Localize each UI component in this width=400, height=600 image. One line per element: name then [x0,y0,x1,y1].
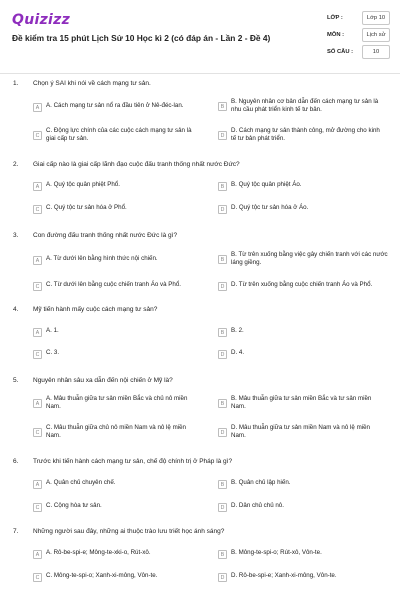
question-text: Con đường đấu tranh thống nhất nước Đức là gì? [33,232,178,239]
option-a[interactable] [33,255,196,265]
option-text: D. Mâu thuẫn giữa tư sản miền Nam và nô lệ miền Nam. [231,424,370,439]
question-number: 1. [13,80,19,87]
option-text: D. Rô-be-spi-e; Xanh-xi-mông, Vôn-te. [231,572,337,579]
option-text: A. Cách mạng tư sản nổ ra đầu tiên ở Nê-đéc-lan. [46,102,184,109]
option-letter: D [218,503,227,512]
question-text: Mỹ tiến hành mấy cuộc cách mạng tư sản? [33,306,158,313]
option-letter: D [218,282,227,291]
option-letter: D [218,573,227,582]
question-number: 7. [13,528,19,535]
option-letter: B [218,550,227,559]
option-letter: A [33,480,42,489]
option-text: D. Từ trên xuống bằng cuộc chiến tranh Áo và Phổ. [231,281,373,288]
question-number: 6. [13,458,19,465]
option-letter: C [33,573,42,582]
info-count-label: SỐ CÂU : [327,49,354,55]
option-text: A. Mâu thuẫn giữa tư sản miền Bắc và chủ nô miền Nam. [46,395,188,410]
option-text: A. 1. [46,327,59,334]
option-text: D. Quý tộc tư sản hóa ở Áo. [231,204,309,211]
question-text: Chọn ý SAI khi nói về cách mạng tư sản. [33,80,151,87]
question-text: Nguyên nhân sâu xa dẫn đến nội chiến ở Mỹ là? [33,377,173,384]
option-b[interactable] [218,549,381,559]
option-d[interactable] [218,127,381,143]
option-text: A. Từ dưới lên bằng hình thức nội chiến. [46,255,158,262]
option-letter: C [33,131,42,140]
option-letter: A [33,103,42,112]
option-text: A. Rô-be-spi-e; Mông-te-xki-o, Rút-xô. [46,549,151,556]
question-5 [0,377,400,439]
info-panel [327,11,390,62]
option-a[interactable] [33,479,196,489]
option-d[interactable] [218,502,381,512]
question-1 [0,80,400,142]
header [0,0,400,72]
option-d[interactable] [218,424,381,440]
info-class-label: LỚP : [327,15,343,21]
option-b[interactable] [218,327,381,337]
option-text: B. Quý tộc quân phiệt Áo. [231,181,302,188]
option-text: C. Mâu thuẫn giữa chủ nô miền Nam và nô lệ miền Nam. [46,424,186,439]
option-letter: B [218,102,227,111]
info-subject-value: Lịch sử [362,28,390,42]
option-text: C. Động lực chính của các cuộc cách mạng tư sản là giai cấp tư sản. [46,127,192,142]
option-letter: B [218,480,227,489]
option-letter: A [33,399,42,408]
option-text: B. Mâu thuẫn giữa tư sản miền Bắc và tư sản miền Nam. [231,395,372,410]
info-class-value: Lớp 10 [362,11,390,25]
option-a[interactable] [33,549,196,559]
option-c[interactable] [33,204,196,214]
option-a[interactable] [33,395,196,411]
option-letter: B [218,182,227,191]
option-a[interactable] [33,181,196,191]
option-b[interactable] [218,395,381,411]
option-text: B. Quân chủ lập hiến. [231,479,291,486]
info-subject-label: MÔN : [327,32,345,38]
info-class [327,11,390,25]
question-7 [0,528,400,581]
option-text: D. 4. [231,349,245,356]
option-c[interactable] [33,502,196,512]
option-text: B. Từ trên xuống bằng việc gây chiến tranh với các nước láng giềng. [231,251,388,266]
question-number: 2. [13,161,19,168]
question-number: 3. [13,232,19,239]
question-text: Trước khi tiến hành cách mạng tư sản, chế độ chính trị ở Pháp là gì? [33,458,233,465]
option-letter: D [218,428,227,437]
option-text: A. Quân chủ chuyên chế. [46,479,116,486]
option-d[interactable] [218,204,381,214]
option-letter: B [218,328,227,337]
option-text: C. Mông-te-spi-o; Xanh-xi-mông, Vôn-te. [46,572,158,579]
option-letter: A [33,256,42,265]
option-c[interactable] [33,127,196,143]
option-b[interactable] [218,98,381,114]
option-letter: C [33,350,42,359]
option-letter: A [33,328,42,337]
info-subject [327,28,390,42]
option-text: D. Dân chủ chủ nô. [231,502,284,509]
question-3 [0,232,400,290]
option-letter: B [218,399,227,408]
option-text: C. Cộng hòa tư sản. [46,502,102,509]
option-c[interactable] [33,424,196,440]
question-number: 5. [13,377,19,384]
option-b[interactable] [218,181,381,191]
option-letter: C [33,282,42,291]
option-letter: A [33,182,42,191]
question-text: Giai cấp nào là giai cấp lãnh đạo cuộc đấu tranh thống nhất nước Đức? [33,161,240,168]
quizizz-logo: Quizizz [12,12,71,28]
question-text: Những người sau đây, những ai thuộc trào lưu triết học ánh sáng? [33,528,225,535]
info-count [327,45,390,59]
option-text: C. Quý tộc tư sản hóa ở Phổ. [46,204,127,211]
option-text: B. Nguyên nhân cơ bản dẫn đến cách mạng tư sản là nhu cầu phát triển kinh tế tư bản. [231,98,379,113]
option-d[interactable] [218,281,400,291]
page-title: Đề kiểm tra 15 phút Lịch Sử 10 Học kì 2 (có đáp án - Lần 2 - Đề 4) [12,33,271,43]
option-letter: C [33,205,42,214]
option-a[interactable] [33,102,196,112]
option-c[interactable] [33,281,216,291]
option-b[interactable] [218,251,391,267]
question-6 [0,458,400,511]
option-text: C. Từ dưới lên bằng cuộc chiến tranh Áo và Phổ. [46,281,182,288]
option-b[interactable] [218,479,381,489]
option-letter: D [218,131,227,140]
option-c[interactable] [33,349,196,359]
option-d[interactable] [218,572,381,582]
option-text: A. Quý tộc quân phiệt Phổ. [46,181,120,188]
option-text: B. 2. [231,327,244,334]
option-text: C. 3. [46,349,60,356]
option-a[interactable] [33,327,196,337]
question-4 [0,306,400,358]
option-letter: D [218,350,227,359]
question-2 [0,161,400,213]
option-letter: B [218,255,227,264]
option-c[interactable] [33,572,196,582]
info-count-value: 10 [362,45,390,59]
option-text: D. Cách mạng tư sản thành công, mở đường cho kinh tế tư bản phát triển. [231,127,380,142]
option-text: B. Mông-te-spi-o; Rút-xô, Vôn-te. [231,549,322,556]
option-letter: A [33,550,42,559]
option-letter: C [33,428,42,437]
option-letter: C [33,503,42,512]
option-d[interactable] [218,349,381,359]
question-number: 4. [13,306,19,313]
header-divider [0,73,400,74]
option-letter: D [218,205,227,214]
